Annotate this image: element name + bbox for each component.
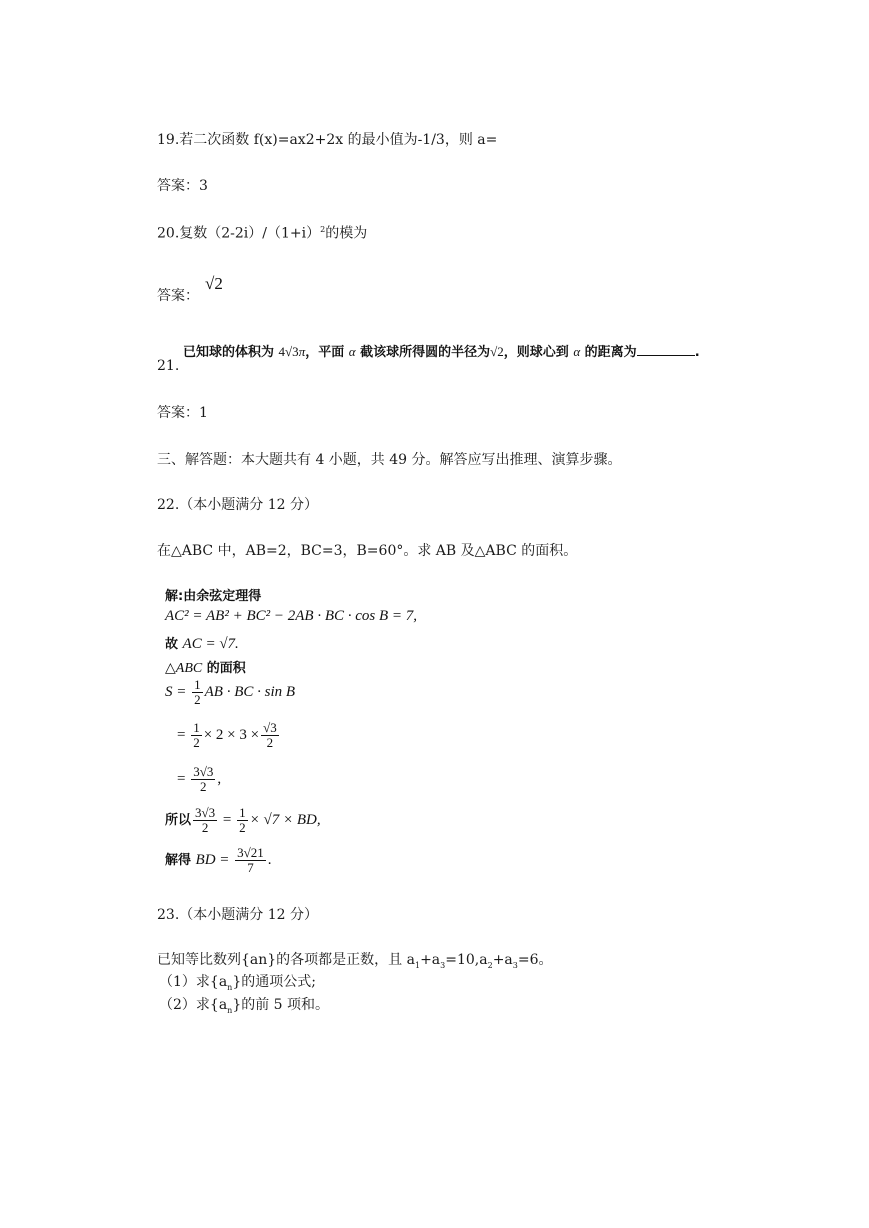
frac-den: 2 <box>201 820 209 835</box>
q22-header: 22.（本小题满分 12 分） <box>157 497 318 513</box>
q22-sol-line7-eq: = <box>177 770 186 787</box>
q22-sol-line8-suoyi: 所以 <box>165 812 192 828</box>
q22-sol-line9-jiede: 解得 <box>165 852 196 868</box>
q22-sol-line6 <box>177 721 281 750</box>
q23-text-c: =10,a <box>445 952 488 968</box>
q22-sol-line8-lhs <box>193 806 217 835</box>
q21-text-i: ，则球心到 <box>503 345 569 360</box>
q22-sol-line4-tri: △ <box>165 661 176 676</box>
q22-sol-line5 <box>165 678 295 707</box>
q22-sol-line8-eq: = <box>222 811 232 828</box>
q21-question <box>183 341 700 360</box>
q21-text-j: α <box>573 344 581 359</box>
q22-sol-line7-comma: , <box>217 770 222 787</box>
q22-sol-line2: AC² = AB² + BC² − 2AB · BC · cos B = 7, <box>165 608 418 624</box>
q22-sol-line5-rest: AB · BC · sin B <box>204 683 296 700</box>
q23-part1-a: （1）求{a <box>159 974 228 990</box>
q22-sol-line9 <box>165 846 272 875</box>
q22-sol-line1: 解:由余弦定理得 <box>165 589 262 604</box>
q22-sol-line5-s: S = <box>165 683 191 700</box>
q22-sol-line6-r3 <box>261 721 279 750</box>
frac-num: 1 <box>193 720 200 735</box>
frac-num: √3 <box>263 720 277 735</box>
q20-answer-math: √2 <box>205 274 223 293</box>
frac-num: 3√3 <box>195 805 216 820</box>
q22-sol-line9-frac <box>235 846 266 875</box>
q21-text-h: √2 <box>490 344 504 359</box>
q22-sol-line7 <box>177 765 221 794</box>
q22-sol-line7-frac <box>191 765 215 794</box>
q23-part1-sub: n <box>227 982 233 992</box>
q23-part2-a: （2）求{a <box>159 997 228 1013</box>
q21-answer-blank <box>637 343 695 356</box>
q23-sub3b: 3 <box>512 960 518 970</box>
q23-header: 23.（本小题满分 12 分） <box>157 907 318 923</box>
q23-part2-b: }的前 5 项和。 <box>232 997 330 1013</box>
q19-question: 19.若二次函数 f(x)=ax2+2x 的最小值为-1/3，则 a= <box>157 132 498 148</box>
q23-part1 <box>159 973 316 997</box>
q20-answer-label: 答案： <box>157 288 199 304</box>
q21-text-a: 已知球的体积为 <box>183 345 275 360</box>
q21-text-b: 4 <box>278 344 286 359</box>
q22-sol-line6-half <box>191 721 202 750</box>
q22-sol-line4-area: 的面积 <box>202 661 246 676</box>
q22-sol-line4 <box>165 657 246 677</box>
q22-sol-line3-eq: AC = √7. <box>182 636 239 652</box>
q23-text-a: 已知等比数列{an}的各项都是正数，且 a <box>157 952 415 968</box>
q19-answer: 答案：3 <box>157 178 208 194</box>
q21-text-e: ，平面 <box>305 345 345 360</box>
q23-sub2: 2 <box>487 960 493 970</box>
q21-answer: 答案：1 <box>157 405 208 421</box>
section3-heading: 三、解答题：本大题共有 4 小题，共 49 分。解答应写出推理、演算步骤。 <box>157 452 622 468</box>
q21-text-c: √3 <box>285 344 299 359</box>
q22-sol-line4-abc: ABC <box>175 661 203 676</box>
q21-text-k: 的距离为 <box>584 345 637 360</box>
q23-part2 <box>159 996 329 1020</box>
q22-sol-line8-half <box>237 806 248 835</box>
q20-question-post: 的模为 <box>325 225 368 242</box>
q23-text <box>157 951 553 975</box>
q22-sol-line9-bd: BD = <box>195 851 234 868</box>
q23-text-b: +a <box>420 952 441 968</box>
q23-sub1: 1 <box>414 960 421 970</box>
q22-sol-line8 <box>165 806 321 835</box>
q21-text-d: π <box>298 344 306 359</box>
q22-text: 在△ABC 中，AB=2，BC=3，B=60°。求 AB 及△ABC 的面积。 <box>157 543 578 559</box>
q22-sol-line5-half <box>192 678 203 707</box>
q20-question <box>157 221 367 243</box>
q23-part1-b: }的通项公式; <box>232 974 316 990</box>
q21-number: 21. <box>157 358 180 374</box>
frac-num: 1 <box>194 677 201 692</box>
q20-question-sup: 2 <box>320 225 326 234</box>
q22-sol-line9-period: . <box>267 851 272 868</box>
q22-sol-line8-rest: × √7 × BD, <box>249 811 321 828</box>
q21-text-f: α <box>348 344 356 359</box>
q22-sol-line3 <box>165 633 239 653</box>
frac-den: 2 <box>266 735 274 750</box>
frac-num: 3√21 <box>237 845 264 860</box>
q23-text-d: +a <box>492 952 513 968</box>
q22-sol-line6-eq: = <box>177 726 186 743</box>
q23-part2-sub: n <box>227 1005 233 1015</box>
frac-den: 7 <box>247 860 254 875</box>
q22-sol-line6-mid: × 2 × 3 × <box>203 726 260 743</box>
frac-num: 1 <box>239 805 246 820</box>
q21-text-g: 截该球所得圆的半径为 <box>360 345 491 360</box>
q22-sol-line3-gu: 故 <box>165 637 183 652</box>
frac-num: 3√3 <box>193 764 214 779</box>
frac-den: 2 <box>200 779 207 794</box>
q23-sub3: 3 <box>440 960 446 970</box>
q21-text-end: . <box>694 345 700 360</box>
q20-question-pre: 20.复数（2-2i）/（1+i） <box>157 225 321 242</box>
frac-den: 2 <box>239 820 246 835</box>
q23-text-e: =6。 <box>517 952 553 968</box>
frac-den: 2 <box>193 735 200 750</box>
frac-den: 2 <box>194 692 201 707</box>
